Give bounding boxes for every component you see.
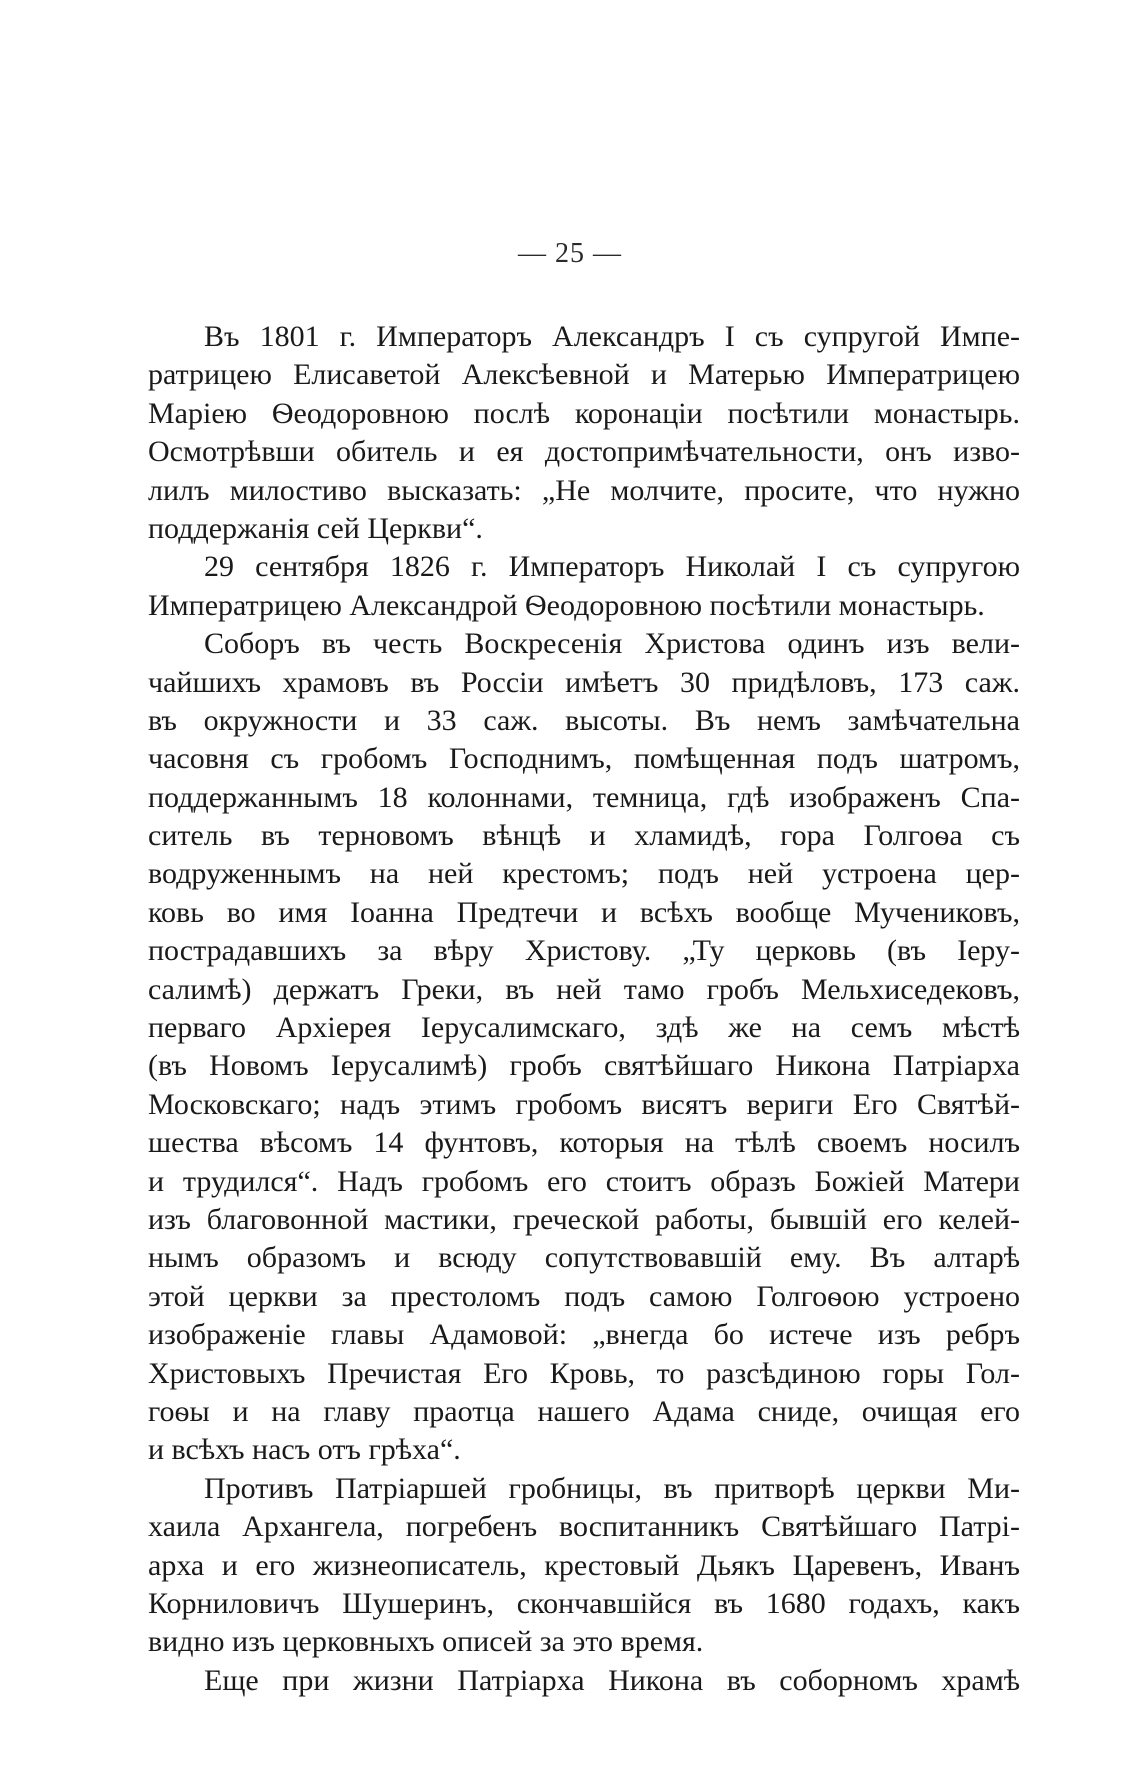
text-line: гоѳы и на главу праотца нашего Адама сниде, очищая его	[148, 1394, 1020, 1428]
text-line: пострадавшихъ за вѣру Христову. „Ту церковь (въ Іеру-	[148, 934, 1020, 968]
text-line: салимѣ) держатъ Греки, въ ней тамо гробъ Мельхиседековъ,	[148, 972, 1020, 1006]
text-line: ситель въ терновомъ вѣнцѣ и хламидѣ, гора Голгоѳа съ	[148, 819, 1020, 853]
text-line: Осмотрѣвши обитель и ея достопримѣчательности, онъ изво-	[148, 435, 1020, 469]
text-line: арха и его жизнеописатель, крестовый Дьякъ Царевенъ, Иванъ	[148, 1548, 1020, 1582]
text-line: Соборъ въ честь Воскресенія Христова одинъ изъ вели-	[204, 627, 1020, 661]
text-line: Императрицею Александрой Ѳеодоровною посѣтили монастырь.	[148, 588, 985, 622]
paragraph	[148, 318, 1020, 548]
text-line: часовня съ гробомъ Господнимъ, помѣщенная подъ шатромъ,	[148, 742, 1020, 776]
text-line: Московскаго; надъ этимъ гробомъ висятъ вериги Его Святѣй-	[148, 1087, 1020, 1121]
text-line: чайшихъ храмовъ въ Россіи имѣетъ 30 придѣловъ, 173 саж.	[148, 665, 1020, 699]
text-line: ковь во имя Іоанна Предтечи и всѣхъ вообще Мучениковъ,	[148, 895, 1020, 929]
text-line: поддержаннымъ 18 колоннами, темница, гдѣ изображенъ Спа-	[148, 780, 1020, 814]
text-line: Корниловичъ Шушеринъ, скончавшійся въ 1680 годахъ, какъ	[148, 1586, 1020, 1620]
text-line: Христовыхъ Пречистая Его Кровь, то разсѣдиною горы Гол-	[148, 1356, 1020, 1390]
text-line: этой церкви за престоломъ подъ самою Голгоѳою устроено	[148, 1279, 1020, 1313]
text-line: хаила Архангела, погребенъ воспитанникъ Святѣйшаго Патрі-	[148, 1510, 1020, 1544]
text-line: и трудился“. Надъ гробомъ его стоитъ образъ Божіей Матери	[148, 1164, 1020, 1198]
text-line: Маріею Ѳеодоровною послѣ коронаціи посѣтили монастырь.	[148, 396, 1020, 430]
text-line: шества вѣсомъ 14 фунтовъ, которыя на тѣлѣ своемъ носилъ	[148, 1126, 1020, 1160]
text-line: нымъ образомъ и всюду сопутствовавшій ему. Въ алтарѣ	[148, 1241, 1020, 1275]
text-line: и всѣхъ насъ отъ грѣха“.	[148, 1433, 461, 1467]
text-line: 29 сентября 1826 г. Императоръ Николай I съ супругою	[204, 550, 1020, 584]
text-line: Еще при жизни Патріарха Никона въ соборномъ храмѣ	[204, 1663, 1020, 1697]
page-number: — 25 —	[518, 238, 622, 269]
text-line: Противъ Патріаршей гробницы, въ притворѣ церкви Ми-	[204, 1471, 1020, 1505]
text-line: перваго Архіерея Іерусалимскаго, здѣ же на семъ мѣстѣ	[148, 1011, 1020, 1045]
paragraph	[148, 1662, 1020, 1700]
text-line: водруженнымъ на ней крестомъ; подъ ней устроена цер-	[148, 857, 1020, 891]
text-line: изображеніе главы Адамовой: „внегда бо истече изъ ребръ	[148, 1318, 1020, 1352]
text-line: ратрицею Елисаветой Алексѣевной и Матерью Императрицею	[148, 358, 1020, 392]
paragraph	[148, 625, 1020, 1470]
paragraph	[148, 1470, 1020, 1662]
text-line: видно изъ церковныхъ описей за это время.	[148, 1625, 704, 1659]
body-text	[148, 318, 1020, 1700]
text-line: (въ Новомъ Іерусалимѣ) гробъ святѣйшаго Никона Патріарха	[148, 1049, 1020, 1083]
text-line: изъ благовонной мастики, греческой работы, бывшій его келей-	[148, 1202, 1020, 1236]
text-line: поддержанія сей Церкви“.	[148, 511, 483, 545]
paragraph	[148, 548, 1020, 625]
text-line: въ окружности и 33 саж. высоты. Въ немъ замѣчательна	[148, 703, 1020, 737]
text-line: лилъ милостиво высказать: „Не молчите, просите, что нужно	[148, 473, 1020, 507]
text-line: Въ 1801 г. Императоръ Александръ I съ супругой Импе-	[204, 320, 1020, 353]
